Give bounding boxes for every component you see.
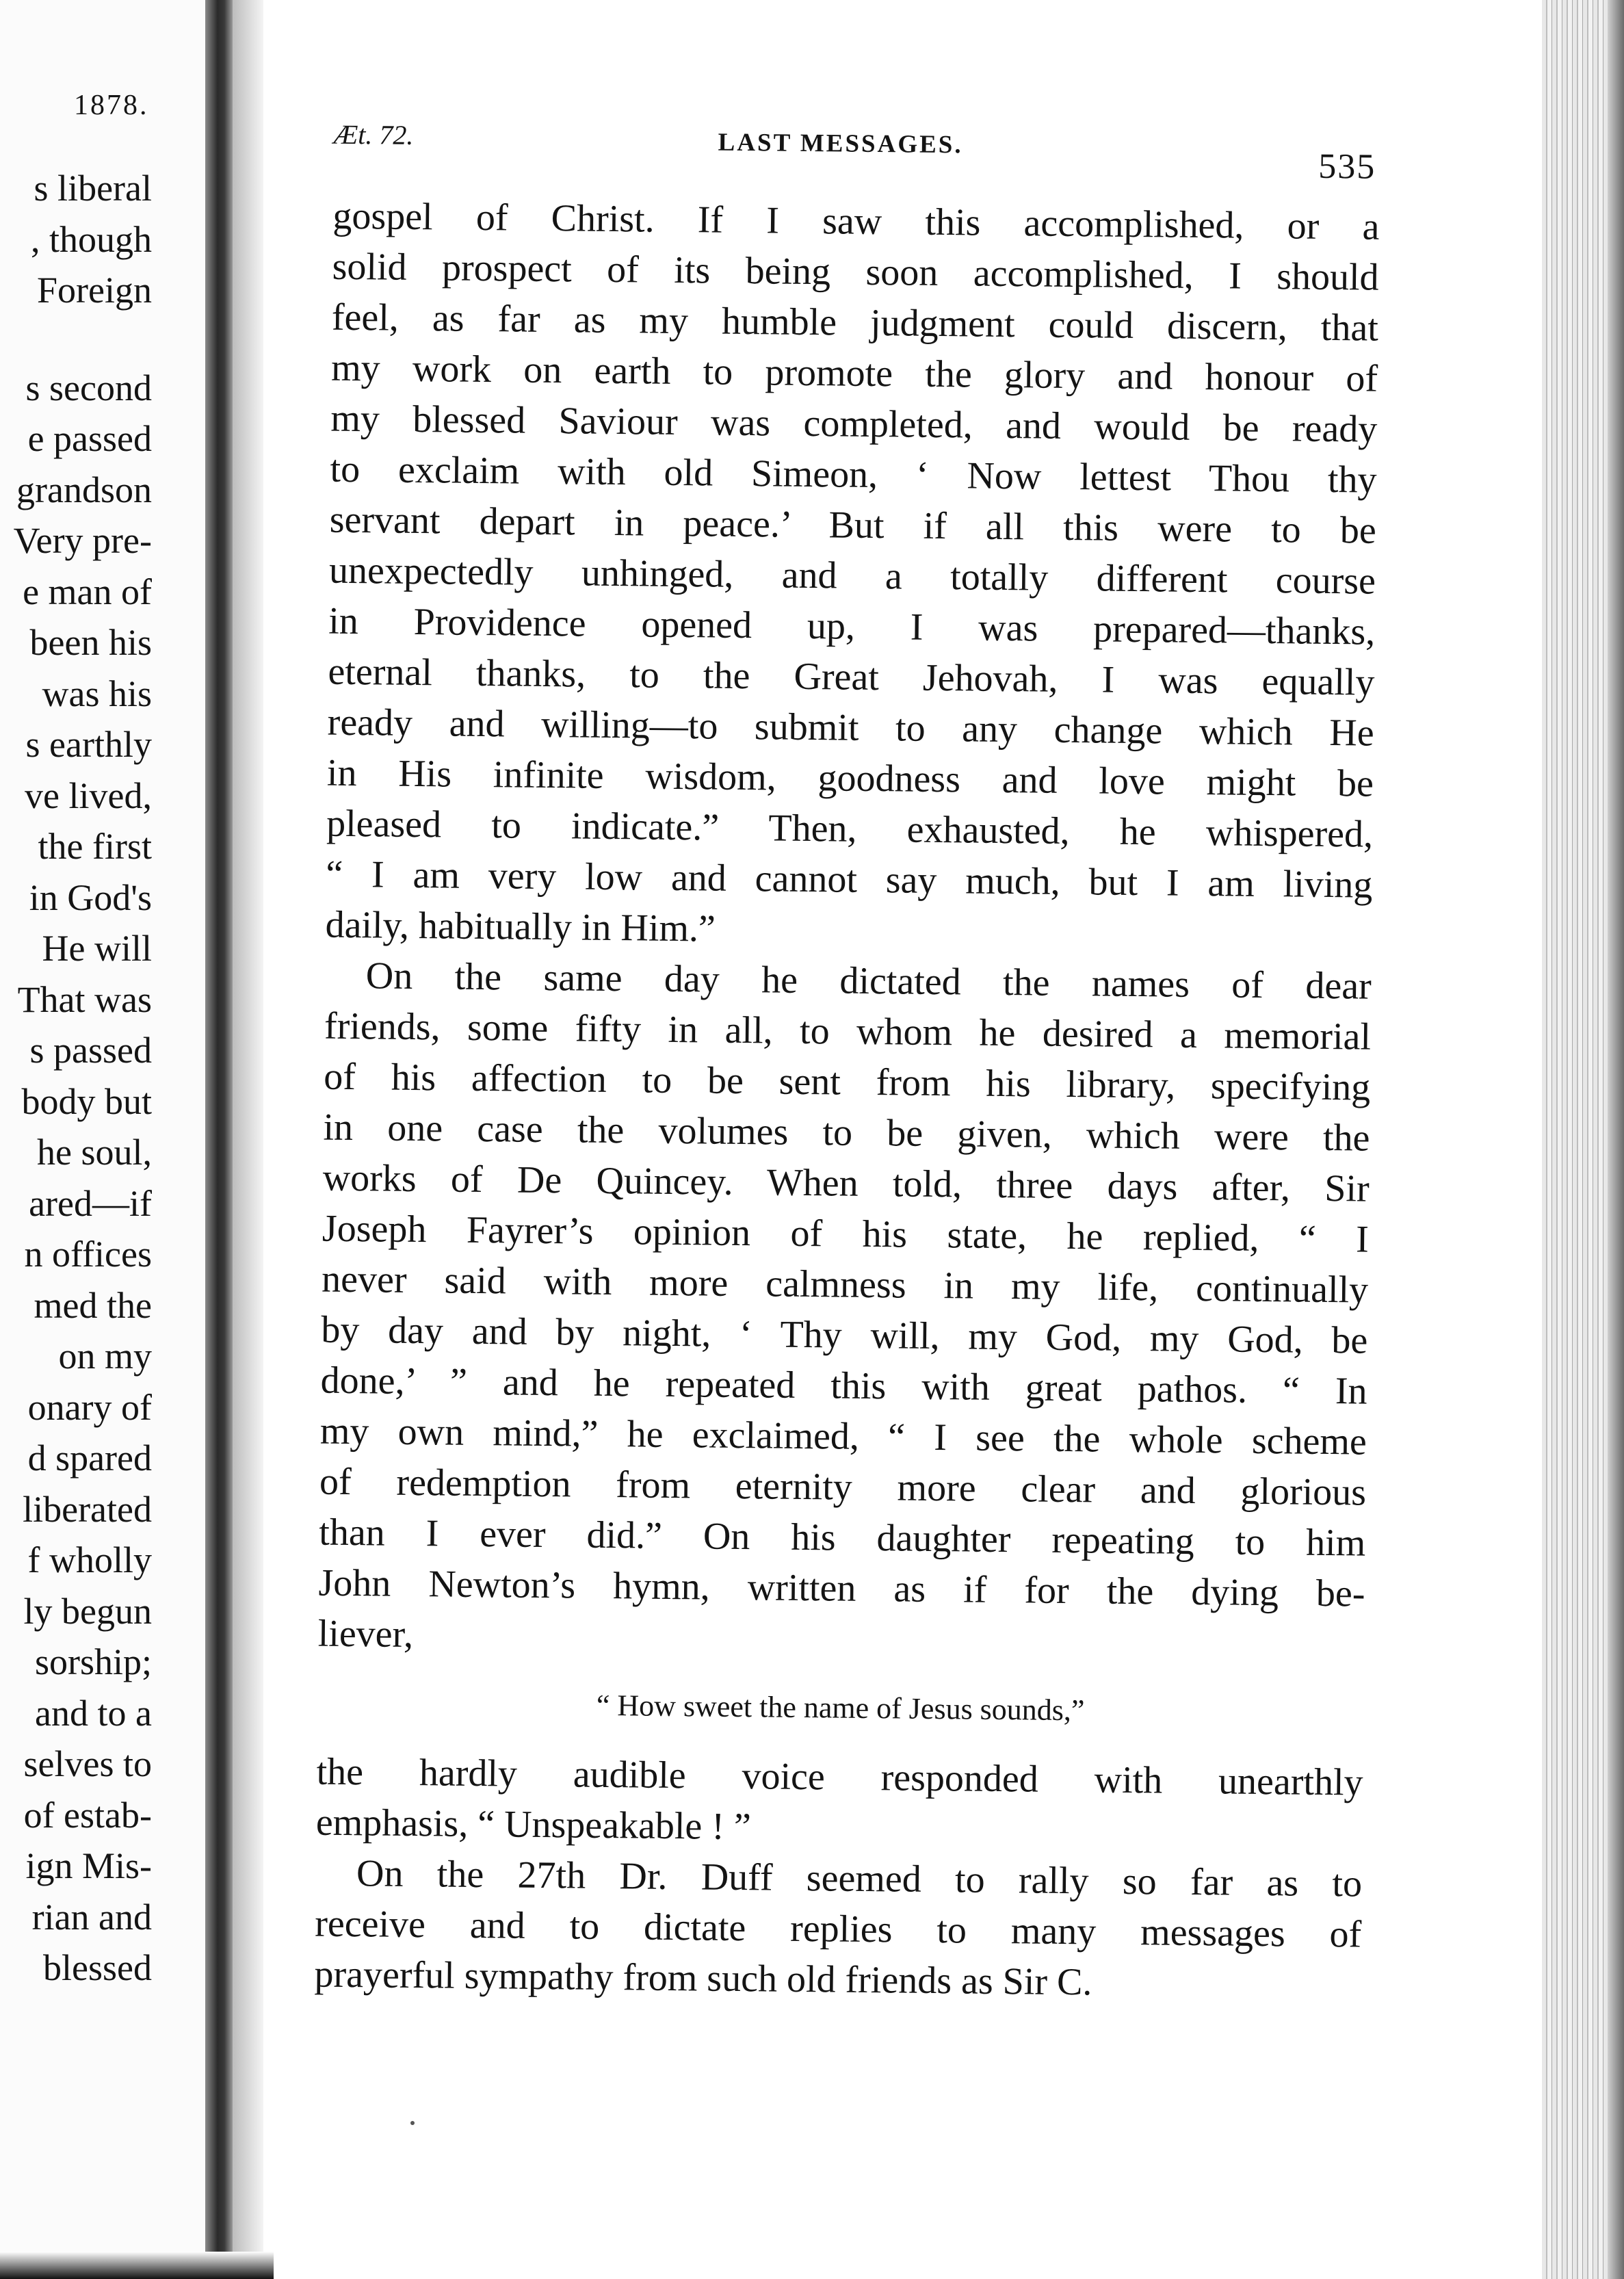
header-title: LAST MESSAGES. [718, 128, 963, 159]
text-line: unexpectedly unhinged, and a totally different course [328, 549, 1376, 603]
left-page-line: in God's [29, 876, 152, 918]
text-line: emphasis, “ Unspeakable ! ” [315, 1801, 752, 1849]
text-line: of redemption from eternity more clear and glorious [319, 1460, 1367, 1514]
left-page-line: ly begun [23, 1590, 152, 1632]
left-page-line: ve lived, [25, 774, 152, 816]
text-line: servant depart in peace.’ But if all this were to be [329, 498, 1377, 552]
text-line: the hardly audible voice responded with unearthly [316, 1750, 1363, 1804]
left-page-line: ign Mis- [25, 1845, 152, 1886]
text-line: my blessed Saviour was completed, and would be ready [330, 397, 1378, 451]
book-page [287, 116, 1382, 2004]
gutter-shadow [233, 0, 263, 2279]
text-line: in His infinite wisdom, goodness and love might be [326, 751, 1374, 805]
left-page-line: been his [29, 622, 152, 663]
left-page-line: e passed [27, 418, 152, 459]
left-page-line: ared—if [29, 1182, 152, 1224]
text-line: On the same day he dictated the names of dear [365, 954, 1372, 1008]
text-line: in Providence opened up, I was prepared—thanks, [328, 599, 1376, 653]
text-line: by day and by night, ‘ Thy will, my God, my God, be [321, 1308, 1368, 1362]
text-line: “ I am very low and cannot say much, but I am living [326, 852, 1373, 907]
left-page-line: s earthly [25, 724, 152, 765]
left-page-line: s liberal [34, 168, 152, 209]
left-page-line: and to a [35, 1692, 152, 1734]
text-line: liever, [317, 1612, 414, 1656]
left-page-line: liberated [23, 1488, 152, 1530]
text-line: On the 27th Dr. Duff seemed to rally so far as to [356, 1852, 1363, 1905]
text-line: friends, some fifty in all, to whom he desired a memorial [324, 1004, 1372, 1058]
left-page-line: onary of [27, 1386, 152, 1428]
text-line: ready and willing—to submit to any change which He [327, 701, 1374, 755]
hymn-quote: “ How sweet the name of Jesus sounds,” [596, 1688, 1085, 1728]
text-line: gospel of Christ. If I saw this accomplished, or a [332, 194, 1380, 248]
text-line: Joseph Fayrer’s opinion of his state, he replied, “ I [322, 1207, 1370, 1261]
left-page-line: That was [17, 978, 152, 1020]
left-page-text [14, 163, 152, 1994]
text-line: in one case the volumes to be given, which were the [323, 1106, 1370, 1160]
text-line: to exclaim with old Simeon, ‘ Now lettest Thou thy [330, 447, 1377, 502]
left-page-line: He will [42, 928, 152, 969]
left-page-line: rian and [31, 1896, 152, 1938]
left-page-line: selves to [23, 1743, 152, 1784]
left-page-line: s second [25, 367, 152, 408]
text-line: solid prospect of its being soon accomplished, I should [332, 245, 1379, 299]
left-page-line: Very pre- [13, 520, 152, 561]
text-line: John Newton’s hymn, written as if for the dying be- [318, 1561, 1365, 1615]
page-number: 535 [1318, 146, 1376, 187]
left-page-line: on my [58, 1336, 152, 1377]
text-line: daily, habitually in Him.” [325, 903, 716, 950]
body-text [314, 191, 1380, 2011]
text-line: my own mind,” he exclaimed, “ I see the whole scheme [319, 1409, 1367, 1463]
left-page-line: grandson [16, 469, 152, 510]
left-page-line: sorship; [34, 1641, 152, 1682]
text-line: pleased to indicate.” Then, exhausted, he whispered, [326, 802, 1374, 856]
left-page-line: the first [38, 826, 152, 867]
left-page-line: f wholly [27, 1539, 152, 1580]
left-page-line: e man of [23, 571, 152, 612]
text-line: never said with more calmness in my life, continually [321, 1258, 1369, 1312]
left-page-line: he soul, [37, 1132, 152, 1173]
text-line: than I ever did.” On his daughter repeating to him [319, 1511, 1366, 1565]
text-line: of his affection to be sent from his library, specifying [323, 1055, 1371, 1109]
left-page-line: blessed [43, 1947, 152, 1988]
left-page-line: body but [21, 1080, 152, 1122]
speck [410, 2121, 415, 2125]
left-page-line: was his [42, 673, 152, 714]
bottom-edge-shadow [0, 2252, 274, 2279]
header-age: Æt. 72. [333, 118, 414, 151]
text-line: my work on earth to promote the glory and honour of [330, 346, 1378, 400]
page-edge-shadow [1608, 0, 1624, 2279]
text-line: feel, as far as my humble judgment could discern, that [331, 296, 1379, 350]
left-page-gap [14, 316, 152, 363]
text-line: eternal thanks, to the Great Jehovah, I was equally [328, 650, 1375, 704]
text-line: done,’ ” and he repeated this with great pathos. “ In [320, 1359, 1367, 1413]
text-line: works of De Quincey. When told, three days after, Sir [322, 1156, 1370, 1210]
left-page-line: , though [30, 218, 152, 260]
left-page-line: of estab- [23, 1794, 152, 1836]
text-line: prayerful sympathy from such old friends as Sir C. [314, 1953, 1092, 2004]
left-page-year: 1878. [74, 90, 149, 121]
left-page-line: Foreign [37, 270, 152, 311]
text-line: receive and to dictate replies to many messages of [315, 1902, 1362, 1956]
left-page-line: med the [34, 1284, 152, 1326]
left-page-line: s passed [29, 1030, 152, 1071]
left-page-line: d spared [27, 1437, 152, 1479]
running-header [287, 116, 1382, 203]
left-page-line: n offices [24, 1234, 152, 1275]
book-gutter [205, 0, 233, 2279]
left-facing-page [0, 0, 205, 2279]
